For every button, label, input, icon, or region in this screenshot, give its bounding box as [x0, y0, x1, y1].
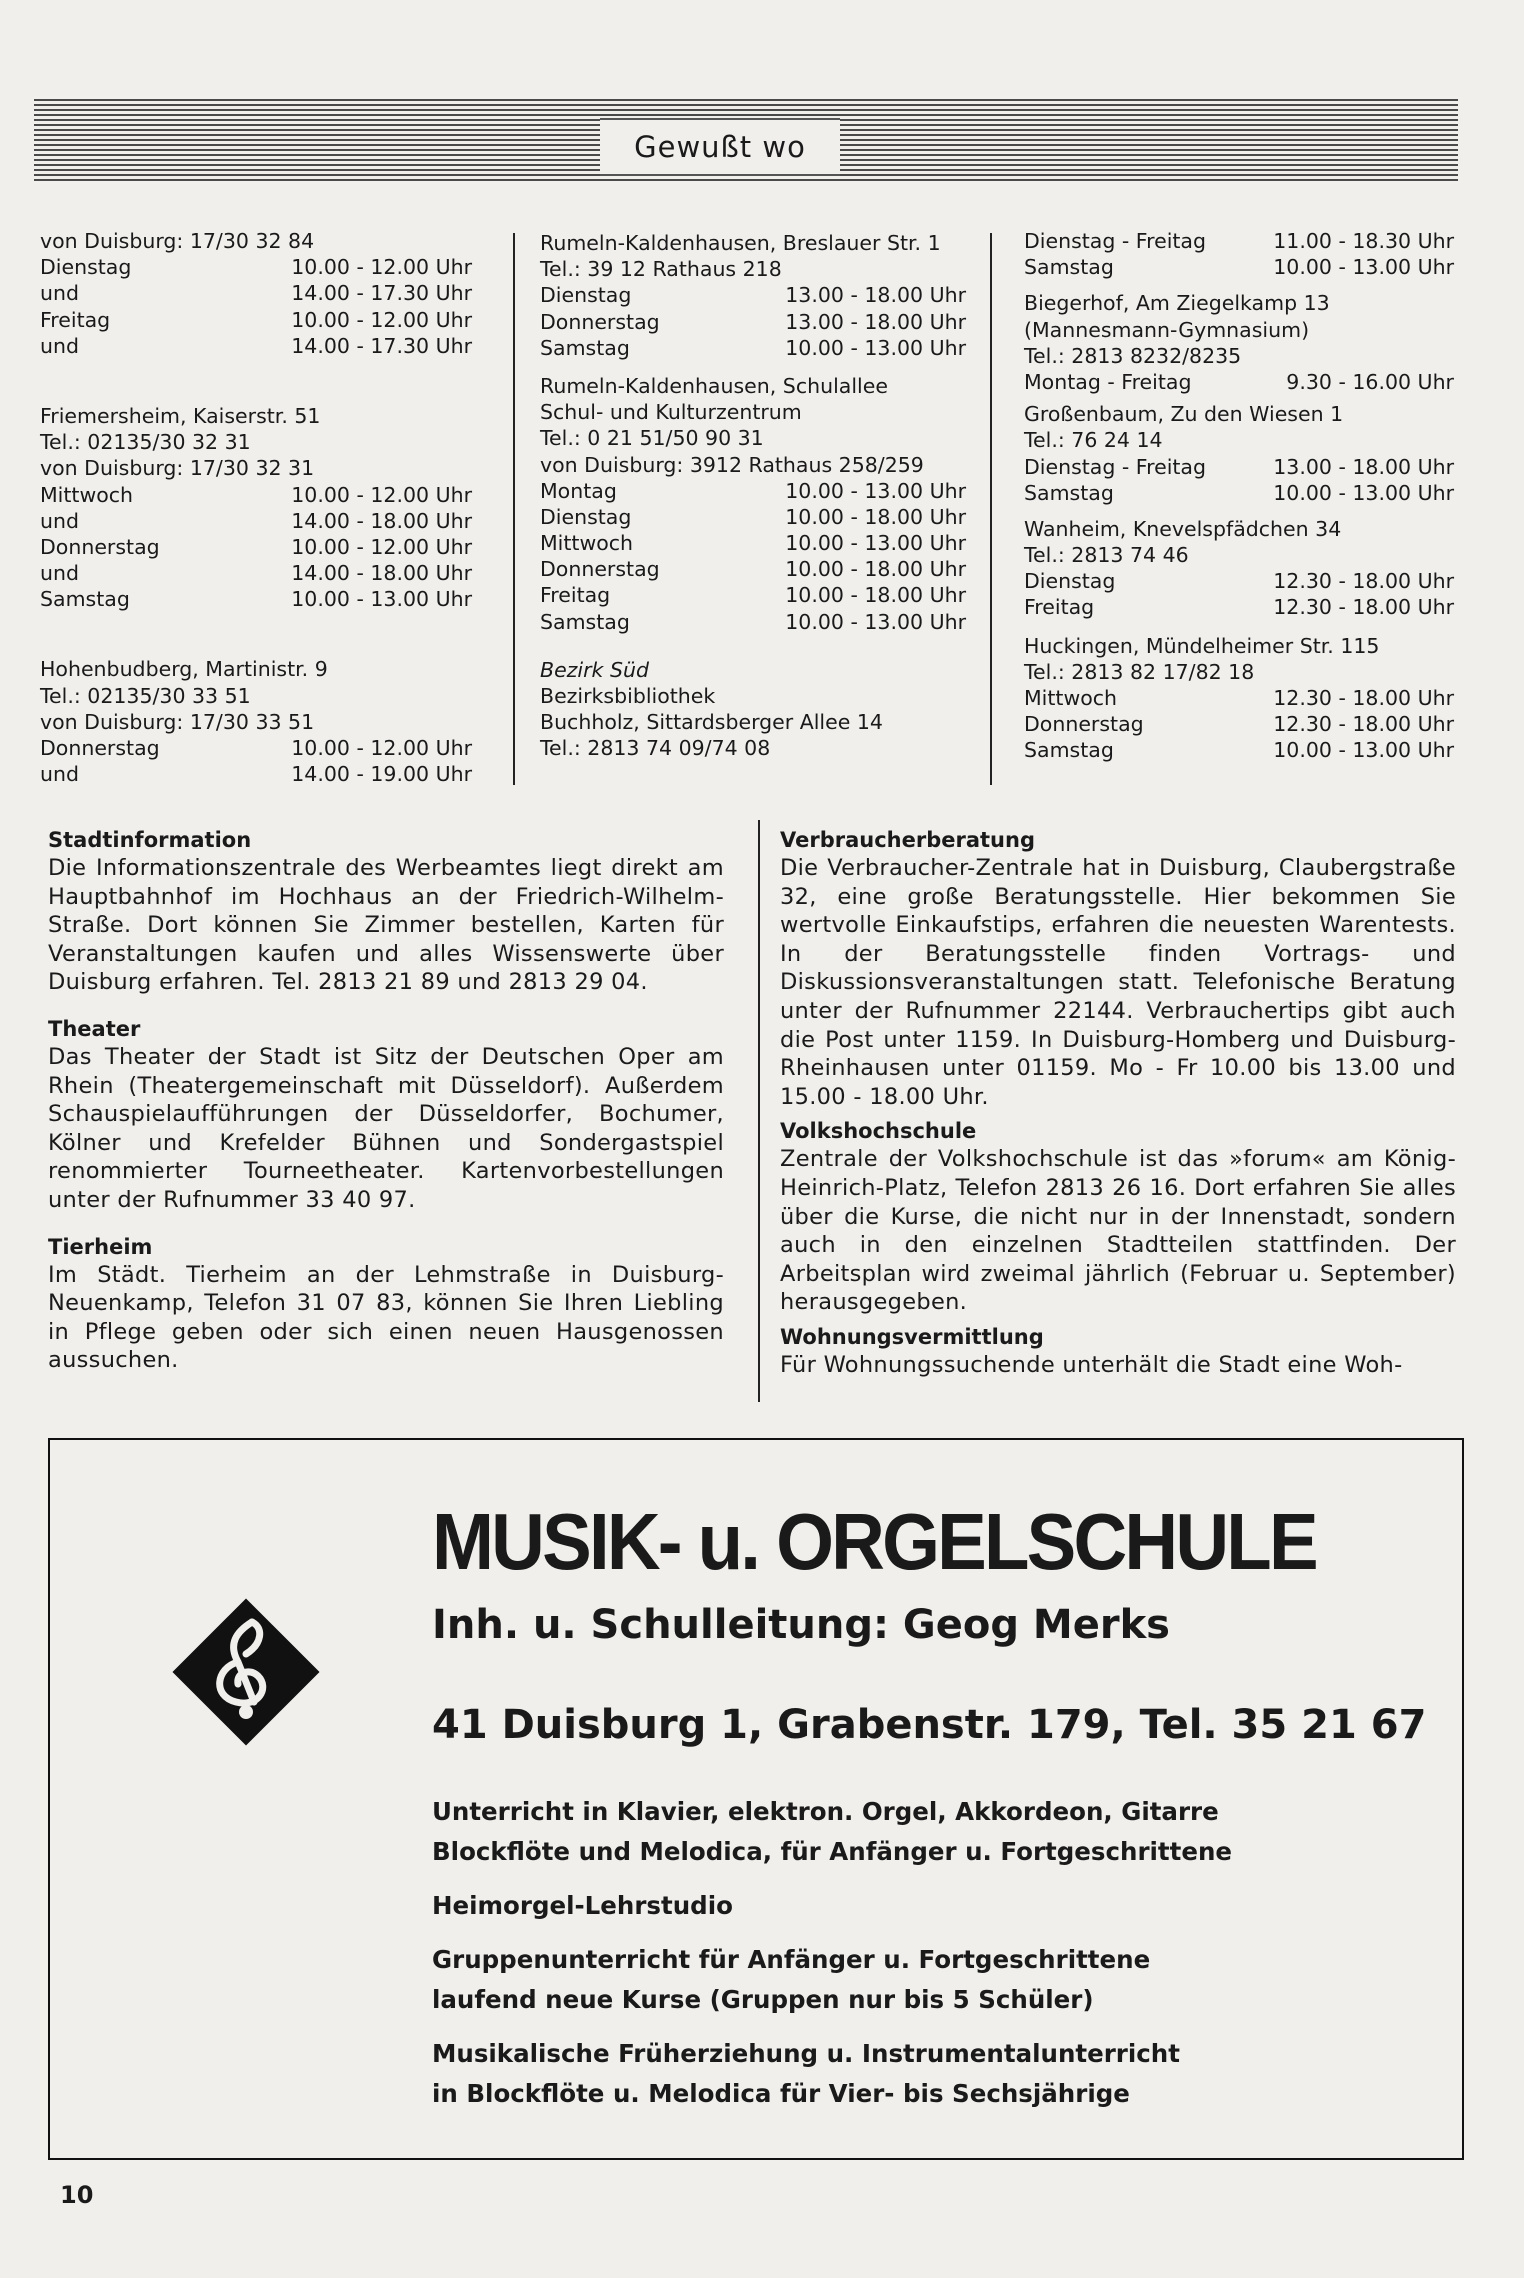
- address-line: von Duisburg: 17/30 32 84: [40, 229, 315, 253]
- address-line: Friemersheim, Kaiserstr. 51: [40, 403, 321, 428]
- hours-day: und: [40, 508, 79, 533]
- hours-time: 10.00 - 13.00 Uhr: [785, 478, 966, 503]
- hours-time: 13.00 - 18.00 Uhr: [1273, 454, 1454, 479]
- section-heading: Theater: [48, 1016, 141, 1041]
- hours-day: Dienstag - Freitag: [1024, 454, 1207, 479]
- ad-line: in Blockflöte u. Melodica für Vier- bis Sechsjährige: [432, 2079, 1130, 2108]
- section-text: Zentrale der Volkshochschule ist das »forum« am König-Heinrich-Platz, Telefon 2813 26 16. Dort erfahren Sie alles über die Kurse, die nicht nur in der Innenstadt, sondern auch in den einzelnen Stadtteilen stattfinden. Der Arbeitsplan wird zweimal jährlich (Februar u. September) herausgegeben.: [780, 1146, 1456, 1316]
- section-heading: Wohnungsvermittlung: [780, 1324, 1044, 1349]
- info-sections-right: [780, 826, 1456, 1398]
- hours-time: 10.00 - 13.00 Uhr: [291, 587, 472, 612]
- hours-row: [40, 560, 472, 586]
- hours-time: 10.00 - 12.00 Uhr: [291, 534, 472, 559]
- hours-row: [1024, 228, 1454, 254]
- section-text: Im Städt. Tierheim an der Lehmstraße in Duisburg-Neuenkamp, Telefon 31 07 83, können Sie Ihren Liebling in Pflege geben oder sich einen neuen Hausgenossen aussuchen.: [48, 1261, 724, 1374]
- hours-time: 9.30 - 16.00 Uhr: [1286, 369, 1454, 394]
- section-heading: Stadtinformation: [48, 828, 252, 852]
- hours-day: Samstag: [1024, 480, 1114, 505]
- block-spacer: [40, 612, 472, 656]
- hours-day: Donnerstag: [40, 736, 160, 760]
- hours-time: 14.00 - 18.00 Uhr: [291, 561, 472, 586]
- address-line: Buchholz, Sittardsberger Allee 14: [540, 710, 883, 735]
- address-line: Biegerhof, Am Ziegelkamp 13: [1024, 291, 1330, 316]
- section-heading: Volkshochschule: [780, 1119, 977, 1144]
- hours-row: [540, 582, 966, 608]
- block-spacer: [1024, 280, 1454, 290]
- address-line: Großenbaum, Zu den Wiesen 1: [1024, 402, 1344, 427]
- hours-row: [540, 282, 966, 308]
- hours-day: Samstag: [1024, 255, 1114, 280]
- section-text: Für Wohnungssuchende unterhält die Stadt eine Woh-: [780, 1351, 1403, 1378]
- hours-day: Dienstag: [1024, 569, 1116, 594]
- section-heading: Verbraucherberatung: [780, 828, 1035, 852]
- hours-day: Mittwoch: [1024, 686, 1118, 710]
- hours-row: [40, 586, 472, 612]
- hours-day: Donnerstag: [540, 309, 660, 334]
- hours-row: [1024, 480, 1454, 506]
- hours-time: 10.00 - 13.00 Uhr: [785, 531, 966, 556]
- hours-time: 13.00 - 18.00 Uhr: [785, 309, 966, 334]
- hours-row: [40, 508, 472, 534]
- address-line: Rumeln-Kaldenhausen, Schulallee: [540, 373, 888, 398]
- ad-title: MUSIK- u. ORGELSCHULE: [432, 1497, 1316, 1586]
- library-list-column-3: [1024, 228, 1454, 764]
- ad-line: laufend neue Kurse (Gruppen nur bis 5 Schüler): [432, 1985, 1094, 2014]
- hours-row: [1024, 685, 1454, 711]
- hours-row: [40, 735, 472, 761]
- address-line: Bezirksbibliothek: [540, 684, 716, 708]
- hours-time: 10.00 - 13.00 Uhr: [1273, 480, 1454, 505]
- hours-day: Donnerstag: [540, 557, 660, 582]
- hours-row: [540, 335, 966, 361]
- section-text: Die Verbraucher-Zentrale hat in Duisburg, Claubergstraße 32, eine große Beratungsstelle. Hier bekommen Sie wertvolle Einkaufstips, erfahren die neuesten Warentests. In der Beratungsstelle finden Vortrags- und Diskussionsveranstaltungen statt. Telefonische Beratung unter der Rufnummer 22144. Verbrauchertips gibt auch die Post unter 1159. In Duisburg-Homberg und Duisburg-Rheinhausen unter 01159. Mo - Fr 10.00 bis 13.00 und 15.00 - 18.00 Uhr.: [780, 855, 1456, 1110]
- block-spacer: [540, 635, 966, 657]
- hours-day: und: [40, 333, 79, 358]
- section-heading: Tierheim: [48, 1234, 153, 1259]
- library-list-column-2: [540, 230, 966, 762]
- hours-time: 10.00 - 13.00 Uhr: [785, 609, 966, 634]
- hours-row: [40, 761, 472, 787]
- hours-time: 10.00 - 12.00 Uhr: [291, 307, 472, 332]
- page-title: Gewußt wo: [600, 118, 840, 176]
- column-divider: [758, 820, 760, 1402]
- hours-time: 12.30 - 18.00 Uhr: [1273, 595, 1454, 620]
- ad-line: Gruppenunterricht für Anfänger u. Fortgeschrittene: [432, 1945, 1151, 1974]
- ad-line: Musikalische Früherziehung u. Instrumentalunterricht: [432, 2039, 1180, 2068]
- hours-time: 12.30 - 18.00 Uhr: [1273, 712, 1454, 737]
- ad-line: Blockflöte und Melodica, für Anfänger u. Fortgeschrittene: [432, 1837, 1233, 1866]
- address-line: Tel.: 02135/30 33 51: [40, 683, 251, 708]
- hours-day: Freitag: [540, 583, 611, 608]
- hours-day: Dienstag - Freitag: [1024, 229, 1207, 253]
- block-spacer: [40, 359, 472, 403]
- hours-time: 14.00 - 17.30 Uhr: [291, 281, 472, 306]
- section-text: Die Informationszentrale des Werbeamtes liegt direkt am Hauptbahnhof im Hochhaus an der Friedrich-Wilhelm-Straße. Dort können Sie Zimmer bestellen, Karten für Veranstaltungen kaufen und alles Wissenswerte über Duisburg erfahren. Tel. 2813 21 89 und 2813 29 04.: [48, 855, 724, 996]
- hours-row: [40, 307, 472, 333]
- hours-day: Samstag: [1024, 738, 1114, 763]
- hours-row: [540, 530, 966, 556]
- hours-time: 12.30 - 18.00 Uhr: [1273, 569, 1454, 594]
- treble-clef-icon: [166, 1592, 326, 1752]
- library-list-column-1: [40, 228, 472, 787]
- hours-row: [540, 609, 966, 635]
- hours-time: 11.00 - 18.30 Uhr: [1273, 229, 1454, 253]
- hours-time: 10.00 - 13.00 Uhr: [785, 335, 966, 360]
- hours-time: 10.00 - 12.00 Uhr: [291, 736, 472, 760]
- hours-day: Montag - Freitag: [1024, 369, 1192, 394]
- address-line: Tel.: 02135/30 32 31: [40, 430, 251, 455]
- address-line: Tel.: 2813 8232/8235: [1024, 343, 1242, 368]
- info-sections-left: [48, 826, 724, 1393]
- address-line: (Mannesmann-Gymnasium): [1024, 317, 1310, 342]
- hours-day: Freitag: [40, 307, 111, 332]
- address-line: Rumeln-Kaldenhausen, Breslauer Str. 1: [540, 231, 941, 255]
- address-line: von Duisburg: 17/30 32 31: [40, 456, 315, 481]
- hours-day: und: [40, 762, 79, 787]
- district-heading: Bezirk Süd: [540, 657, 649, 682]
- hours-time: 14.00 - 17.30 Uhr: [291, 333, 472, 358]
- page-number: 10: [60, 2181, 94, 2209]
- hours-row: [1024, 454, 1454, 480]
- ad-line: Unterricht in Klavier, elektron. Orgel, Akkordeon, Gitarre: [432, 1797, 1219, 1826]
- column-divider: [513, 233, 515, 785]
- hours-row: [1024, 594, 1454, 620]
- ad-line: Heimorgel-Lehrstudio: [432, 1891, 733, 1920]
- hours-row: [40, 482, 472, 508]
- hours-row: [1024, 369, 1454, 395]
- ad-address: 41 Duisburg 1, Grabenstr. 179, Tel. 35 21 67: [432, 1702, 1427, 1748]
- hours-day: Dienstag: [540, 504, 632, 529]
- address-line: von Duisburg: 17/30 33 51: [40, 709, 315, 734]
- address-line: Tel.: 2813 74 09/74 08: [540, 736, 771, 761]
- ad-subtitle: Inh. u. Schulleitung: Geog Merks: [432, 1602, 1170, 1648]
- hours-day: Samstag: [540, 335, 630, 360]
- block-spacer: [1024, 621, 1454, 633]
- hours-row: [1024, 711, 1454, 737]
- address-line: Tel.: 76 24 14: [1024, 428, 1163, 453]
- hours-time: 10.00 - 13.00 Uhr: [1273, 738, 1454, 763]
- hours-time: 10.00 - 13.00 Uhr: [1273, 255, 1454, 280]
- hours-time: 14.00 - 18.00 Uhr: [291, 508, 472, 533]
- column-divider: [990, 233, 992, 785]
- address-line: Hohenbudberg, Martinistr. 9: [40, 657, 328, 682]
- hours-day: Freitag: [1024, 595, 1095, 620]
- hours-time: 10.00 - 18.00 Uhr: [785, 557, 966, 582]
- hours-row: [40, 333, 472, 359]
- hours-day: Mittwoch: [540, 531, 634, 556]
- address-line: Tel.: 39 12 Rathaus 218: [540, 257, 782, 282]
- hours-day: Samstag: [40, 587, 130, 612]
- hours-row: [1024, 254, 1454, 280]
- hours-day: und: [40, 281, 79, 306]
- address-line: Huckingen, Mündelheimer Str. 115: [1024, 633, 1380, 658]
- hours-day: Mittwoch: [40, 482, 134, 507]
- address-line: Tel.: 0 21 51/50 90 31: [540, 426, 764, 451]
- address-line: Wanheim, Knevelspfädchen 34: [1024, 516, 1342, 541]
- hours-row: [540, 309, 966, 335]
- hours-time: 12.30 - 18.00 Uhr: [1273, 686, 1454, 710]
- hours-row: [540, 478, 966, 504]
- hours-row: [40, 280, 472, 306]
- hours-day: Dienstag: [540, 283, 632, 308]
- hours-day: Donnerstag: [40, 534, 160, 559]
- hours-day: Montag: [540, 478, 617, 503]
- hours-time: 14.00 - 19.00 Uhr: [291, 762, 472, 787]
- hours-row: [40, 254, 472, 280]
- hours-time: 10.00 - 18.00 Uhr: [785, 504, 966, 529]
- hours-day: Donnerstag: [1024, 712, 1144, 737]
- hours-row: [40, 534, 472, 560]
- hours-day: Samstag: [540, 609, 630, 634]
- address-line: von Duisburg: 3912 Rathaus 258/259: [540, 452, 924, 477]
- hours-day: und: [40, 561, 79, 586]
- section-text: Das Theater der Stadt ist Sitz der Deutschen Oper am Rhein (Theatergemeinschaft mit Düsseldorf). Außerdem Schauspielaufführungen der Düsseldorfer, Bochumer, Kölner und Krefelder Bühnen und Sondergastspiel renommierter Tourneetheater. Kartenvorbestellungen unter der Rufnummer 33 40 97.: [48, 1043, 724, 1213]
- block-spacer: [540, 361, 966, 373]
- hours-time: 10.00 - 12.00 Uhr: [291, 482, 472, 507]
- hours-row: [1024, 568, 1454, 594]
- address-line: Tel.: 2813 74 46: [1024, 543, 1189, 568]
- hours-row: [540, 556, 966, 582]
- hours-row: [1024, 737, 1454, 763]
- hours-time: 10.00 - 12.00 Uhr: [291, 255, 472, 280]
- address-line: Tel.: 2813 82 17/82 18: [1024, 659, 1255, 684]
- block-spacer: [1024, 506, 1454, 516]
- hours-time: 13.00 - 18.00 Uhr: [785, 283, 966, 308]
- hours-time: 10.00 - 18.00 Uhr: [785, 583, 966, 608]
- address-line: Schul- und Kulturzentrum: [540, 400, 802, 425]
- hours-row: [540, 504, 966, 530]
- hours-day: Dienstag: [40, 255, 132, 280]
